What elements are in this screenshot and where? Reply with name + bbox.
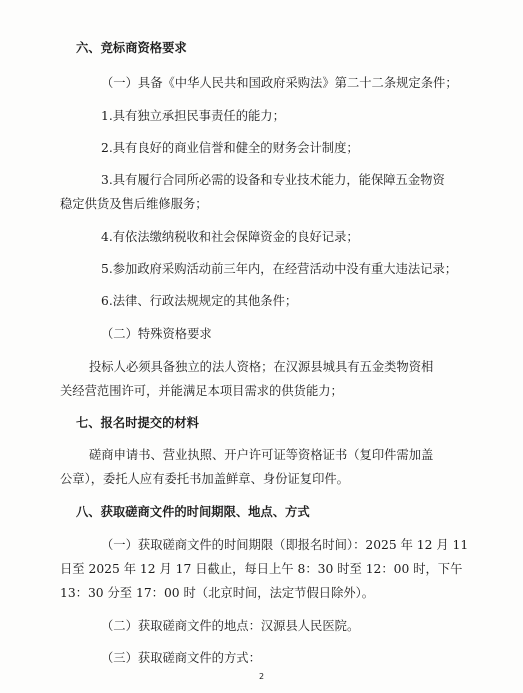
materials-line: 公章），委托人应有委托书加盖鲜章、身份证复印件。 [60, 472, 349, 486]
qualification-item-continued: 稳定供货及售后维修服务； [60, 197, 208, 211]
special-requirement-line: 关经营范围许可，并能满足本项目需求的供货能力； [60, 384, 343, 398]
section-6-special-title: （二）特殊资格要求 [101, 327, 212, 341]
qualification-item: 2.具有良好的商业信誉和健全的财务会计制度； [101, 141, 359, 155]
time-period-line: 日至 2025 年 12 月 17 日截止，每日上午 8：30 时至 12：00 时，下午 [60, 562, 463, 576]
time-period-line: 13：30 分至 17：00 时（北京时间，法定节假日除外）。 [60, 586, 375, 600]
qualification-item: 1.具有独立承担民事责任的能力； [101, 109, 285, 123]
qualification-item: 6.法律、行政法规规定的其他条件； [101, 294, 298, 308]
time-period-line: （一）获取磋商文件的时间期限（即报名时间）：2025 年 12 月 11 [101, 538, 469, 552]
special-requirement-line: 投标人必须具备独立的法人资格；在汉源县城具有五金类物资相 [89, 360, 434, 374]
qualification-item: 4.有依法缴纳税收和社会保障资金的良好记录； [101, 230, 359, 244]
section-6-heading: 六、竞标商资格要求 [76, 40, 187, 55]
section-7-heading: 七、报名时提交的材料 [76, 415, 199, 430]
method-line: （三）获取磋商文件的方式： [101, 651, 261, 665]
section-8-heading: 八、获取磋商文件的时间期限、地点、方式 [76, 504, 310, 519]
qualification-item: 5.参加政府采购活动前三年内，在经营活动中没有重大违法记录； [101, 262, 458, 276]
section-6-general-title: （一）具备《中华人民共和国政府采购法》第二十二条规定条件； [101, 76, 458, 90]
page-number: 2 [258, 672, 265, 681]
materials-line: 磋商申请书、营业执照、开户许可证等资格证书（复印件需加盖 [89, 448, 434, 462]
qualification-item: 3.具有履行合同所必需的设备和专业技术能力，能保障五金物资 [101, 173, 445, 187]
place-line: （二）获取磋商文件的地点：汉源县人民医院。 [101, 619, 360, 633]
